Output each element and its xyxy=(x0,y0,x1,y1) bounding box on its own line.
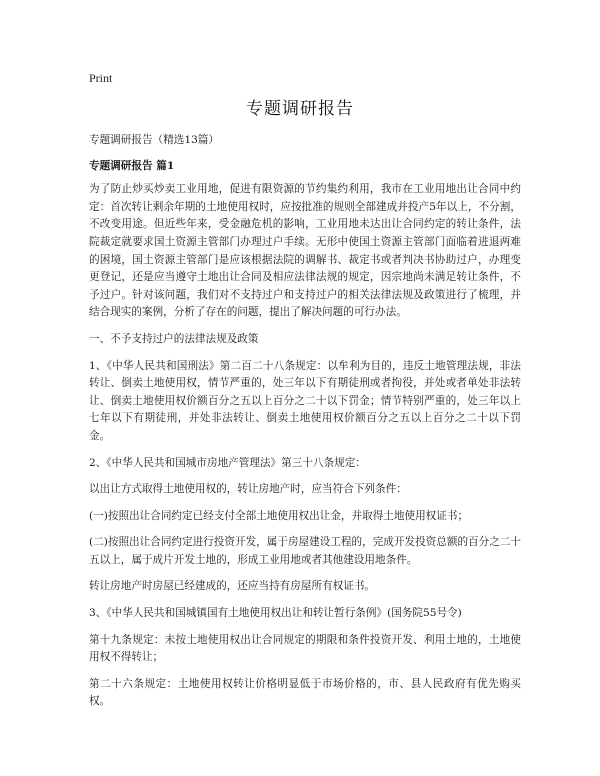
document-subtitle: 专题调研报告（精选13篇） xyxy=(89,134,220,146)
paragraph-criminal-law: 1、《中华人民共和国刑法》第二百二十八条规定：以牟利为目的，违反土地管理法规，非法转让、倒卖土地使用权，情节严重的，处三年以下有期徒刑或者拘役，并处或者单处非法转让、倒卖土地使用权价额百分之五以上百分之二十以下罚金；情节特别严重的，处三年以上七年以下有期徒刑，并处非法转让、倒卖土地使用权价额百分之五以上百分之二十以下罚金。 xyxy=(89,359,521,442)
document-body xyxy=(89,132,521,720)
paragraph-regulation-55: 3、《中华人民共和国城镇国有土地使用权出让和转让暂行条例》(国务院55号令) xyxy=(89,607,462,620)
print-link[interactable]: Print xyxy=(89,71,113,85)
paragraph-heading-1: 一、不予支持过户的法律法规及政策 xyxy=(89,332,259,345)
page-title: 专题调研报告 xyxy=(246,99,354,119)
paragraph-article-19: 第十九条规定：未按土地使用权出让合同规定的期限和条件投资开发、利用土地的，土地使用权不得转让； xyxy=(89,633,521,664)
paragraph-article-26: 第二十六条规定：土地使用权转让价格明显低于市场价格的，市、县人民政府有优先购买权。 xyxy=(89,677,521,708)
paragraph-transfer-conditions: 以出让方式取得土地使用权的，转让房地产时，应当符合下列条件： xyxy=(89,483,407,496)
section-heading: 专题调研报告 篇1 xyxy=(89,159,175,172)
paragraph-intro: 为了防止炒买炒卖工业用地，促进有限资源的节约集约利用，我市在工业用地出让合同中约定：首次转让剩余年期的土地使用权时，应按批准的规则全部建成并投产5年以上，不分割，不改变用途。但近些年来，受金融危机的影响，工业用地未达出让合同约定的转让条件，法院裁定就要求国土资源主管部门办理过户手续。无形中使国土资源主管部门面临着进退两难的困境，国土资源主管部门是应该根据法院的调解书、裁定书或者判决书协助过户，办理变更登记，还是应当遵守土地出让合同及相应法律法规的规定，因宗地尚未满足转让条件，不予过户。针对该问题，我们对不支持过户和支持过户的相关法律法规及政策进行了梳理，并结合现实的案例，分析了存在的问题，提出了解决问题的可行办法。 xyxy=(89,183,521,319)
paragraph-condition-1: (一)按照出让合同约定已经支付全部土地使用权出让金，并取得土地使用权证书； xyxy=(89,509,469,522)
paragraph-condition-2: (二)按照出让合同约定进行投资开发，属于房屋建设工程的，完成开发投资总额的百分之二十五以上，属于成片开发土地的，形成工业用地或者其他建设用地条件。 xyxy=(89,536,522,566)
paragraph-real-estate-law: 2、《中华人民共和国城市房地产管理法》第三十八条规定： xyxy=(89,456,366,469)
paragraph-house-certificate: 转让房地产时房屋已经建成的，还应当持有房屋所有权证书。 xyxy=(89,580,376,593)
